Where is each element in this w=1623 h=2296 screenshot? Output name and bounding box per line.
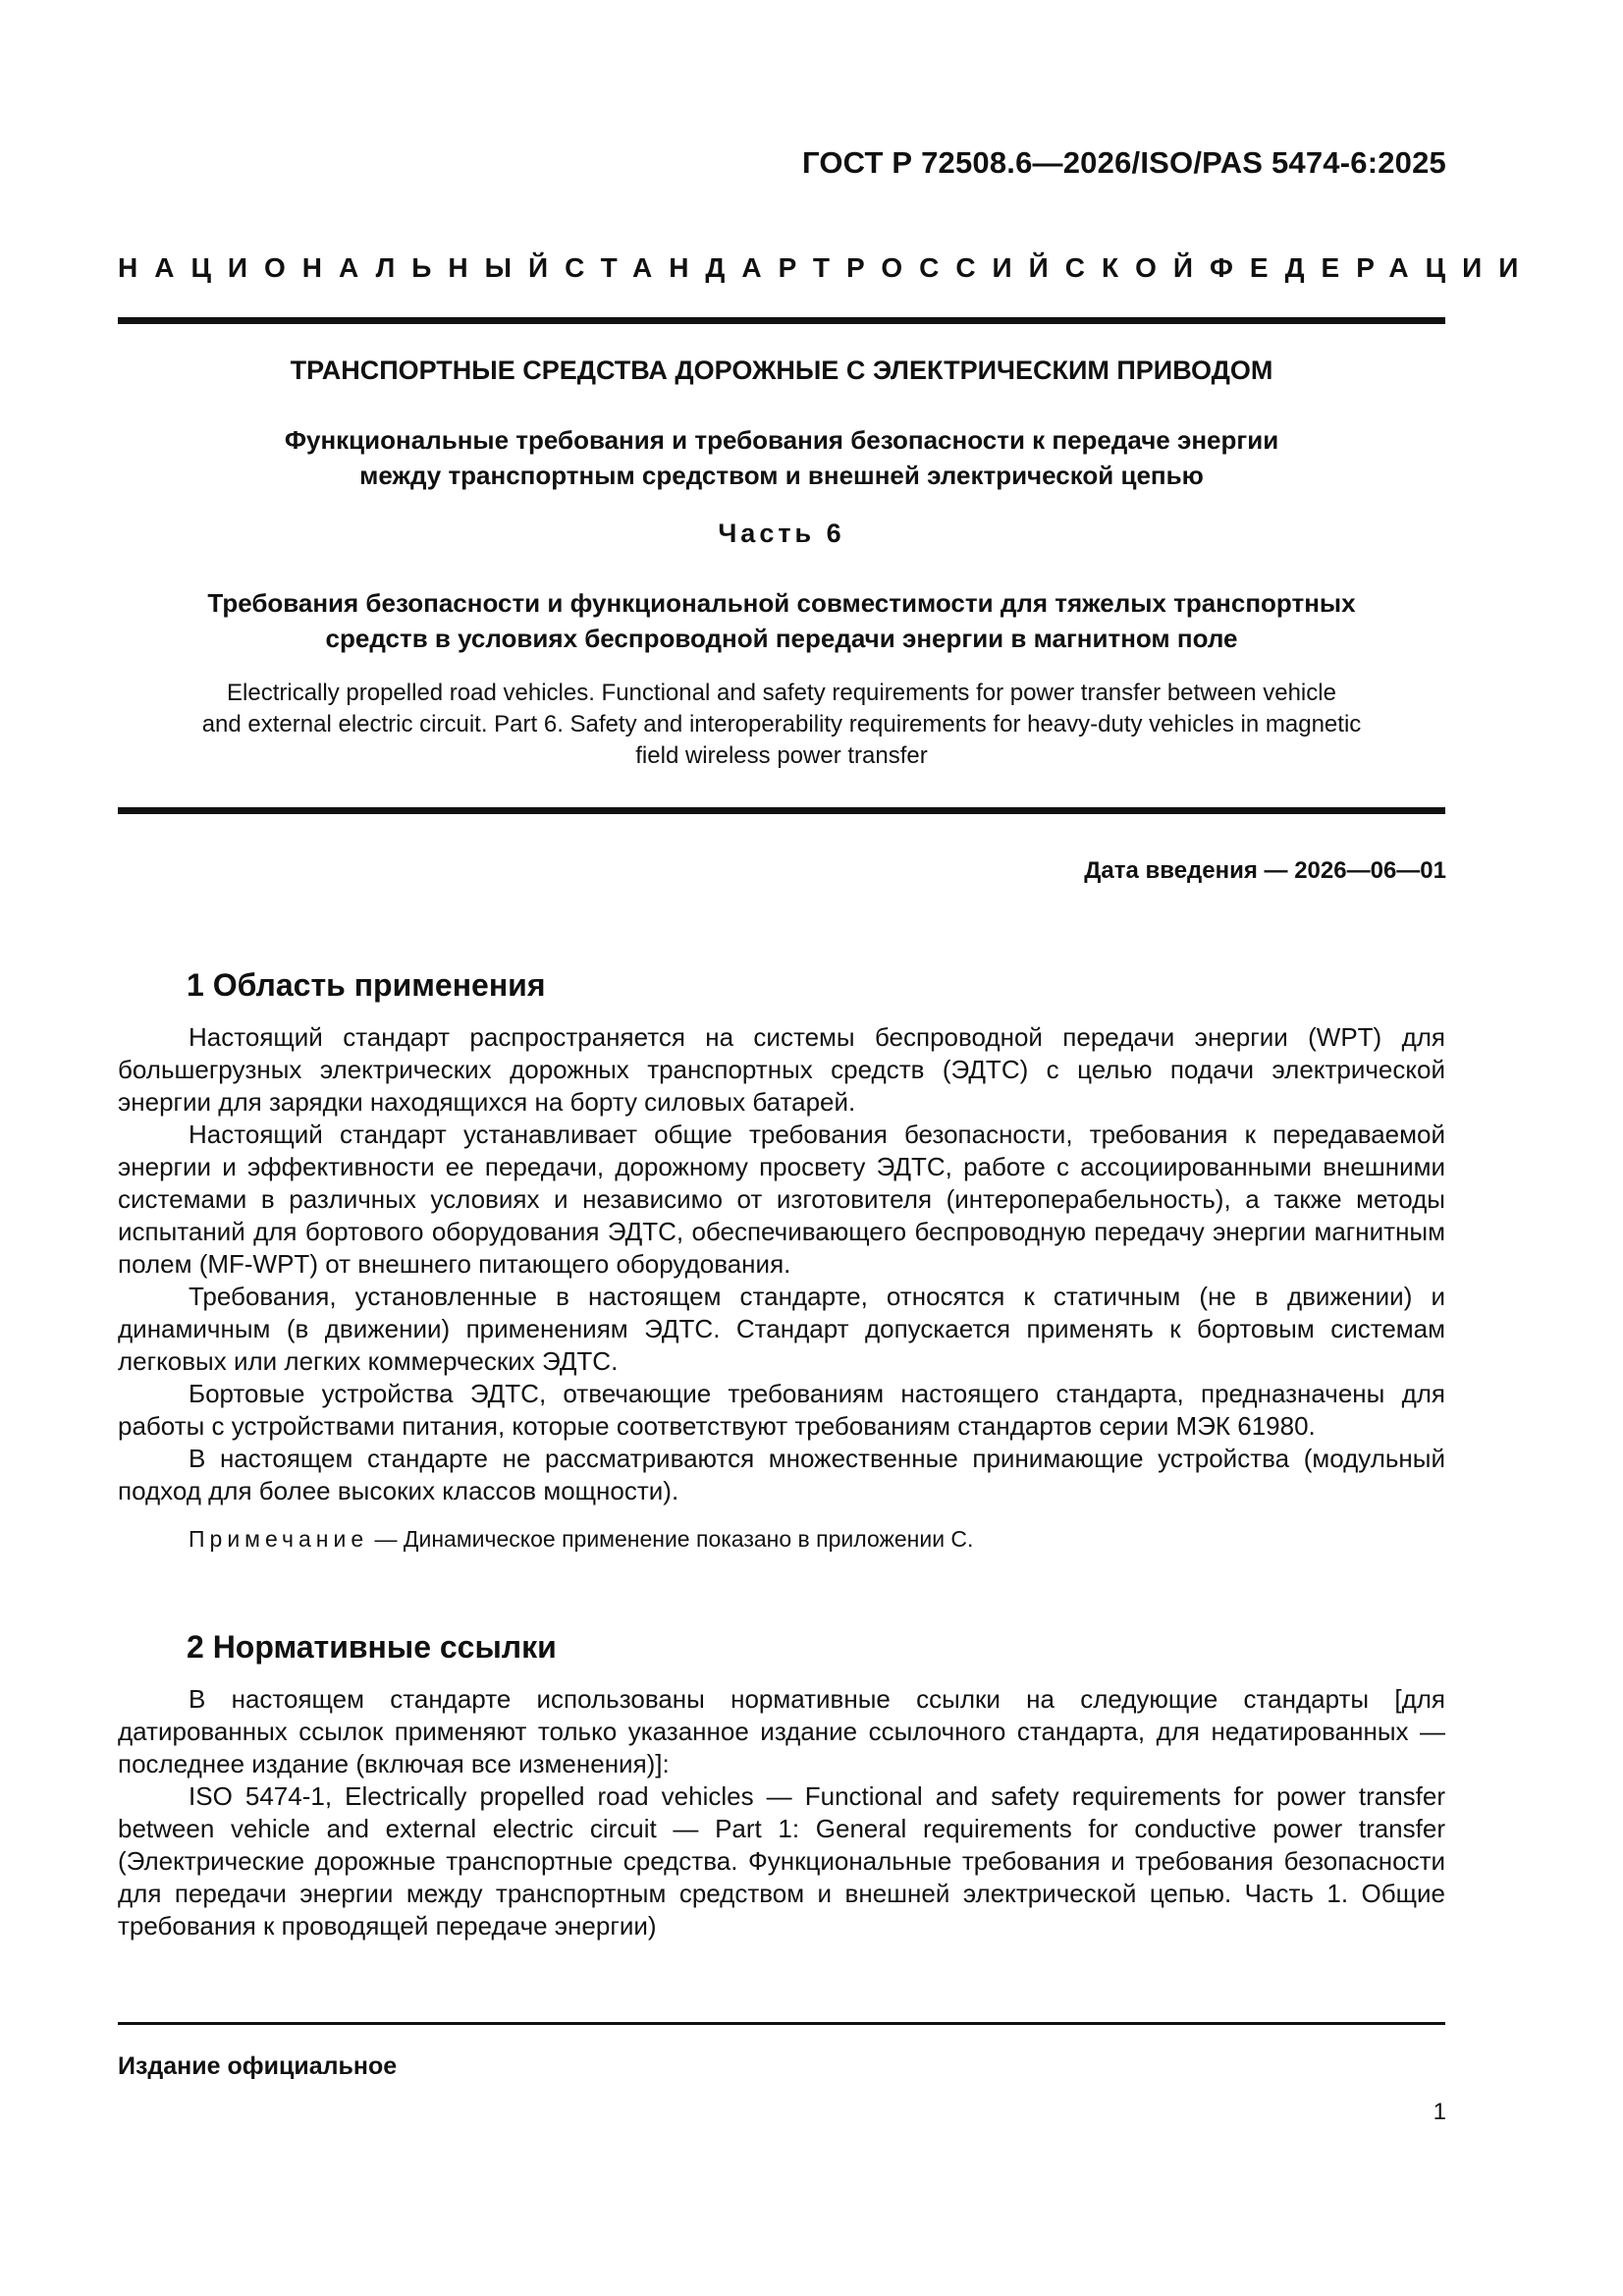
section-2-heading: 2 Нормативные ссылки bbox=[187, 1629, 557, 1665]
section-1-paragraph: Бортовые устройства ЭДТС, отвечающие требованиям настоящего стандарта, предназначены для работы с устройствами питания, которые соответствуют требованиям стандартов серии МЭК 61980. bbox=[118, 1379, 1445, 1441]
section-2-body bbox=[118, 1683, 1445, 1942]
section-1-note bbox=[118, 1523, 1445, 1556]
section-2-paragraph: В настоящем стандарте использованы нормативные ссылки на следующие стандарты [для датированных ссылок применяют только указанное издание ссылочного стандарта, для недатированных — последнее издание (включая все изменения)]: bbox=[118, 1684, 1445, 1778]
footer-rule bbox=[118, 2022, 1445, 2025]
section-1-paragraph: Настоящий стандарт распространяется на системы беспроводной передачи энергии (WPT) для большегрузных электрических дорожных транспортных средств (ЭДТС) с целью подачи электрической энергии для зарядки находящихся на борту силовых батарей. bbox=[118, 1022, 1445, 1117]
banner-word-2: СТАНДАРТ bbox=[565, 252, 847, 283]
page-number: 1 bbox=[1433, 2099, 1446, 2125]
note-label: Примечание bbox=[189, 1526, 369, 1552]
note-text: — Динамическое применение показано в приложении С. bbox=[368, 1526, 974, 1552]
document-title: ТРАНСПОРТНЫЕ СРЕДСТВА ДОРОЖНЫЕ С ЭЛЕКТРИЧЕСКИМ ПРИВОДОМ bbox=[290, 355, 1273, 385]
edition-label: Издание официальное bbox=[118, 2052, 398, 2080]
section-1-body bbox=[118, 1021, 1445, 1556]
subtitle-line-2: между транспортным средством и внешней электрической цепью bbox=[359, 461, 1204, 490]
section-2-paragraph: ISO 5474-1, Electrically propelled road vehicles — Functional and safety requirements for power transfer between vehicle and external electric circuit — Part 1: General requirements for conductive power transfer (Электрические дорожные транспортные средства. Функциональные требования и требования безопасности для передачи энергии между транспортным средством и внешней электрической цепью. Часть 1. Общие требования к проводящей передаче энергии) bbox=[118, 1781, 1445, 1941]
section-1-paragraph: В настоящем стандарте не рассматриваются множественные принимающие устройства (модульный подход для более высоких классов мощности). bbox=[118, 1444, 1445, 1505]
english-title-line-3: field wireless power transfer bbox=[635, 742, 928, 769]
title-bottom-rule bbox=[118, 807, 1445, 814]
section-1-paragraph: Настоящий стандарт устанавливает общие требования безопасности, требования к передаваемой энергии и эффективности ее передачи, дорожному просвету ЭДТС, работе с ассоциированными внешними системами в различных условиях и независимо от изготовителя (интероперабельность), а также методы испытаний для бортового оборудования ЭДТС, обеспечивающего беспроводную передачу энергии магнитным полем (MF-WPT) от внешнего питающего оборудования. bbox=[118, 1120, 1445, 1279]
top-rule bbox=[118, 317, 1445, 324]
english-title-line-1: Electrically propelled road vehicles. Functional and safety requirements for power transfer between vehicle bbox=[227, 680, 1336, 706]
section-1-heading: 1 Область применения bbox=[187, 967, 546, 1003]
part-title bbox=[118, 585, 1445, 656]
section-1-paragraph: Требования, установленные в настоящем стандарте, относятся к статичным (не в движении) и динамичным (в движении) применениям ЭДТС. Стандарт допускается применять к бортовым системам легковых или легких коммерческих ЭДТС. bbox=[118, 1282, 1445, 1376]
banner-word-3: РОССИЙСКОЙ bbox=[846, 252, 1211, 283]
part-title-line-1: Требования безопасности и функциональной совместимости для тяжелых транспортных bbox=[207, 588, 1356, 618]
introduction-date: Дата введения — 2026—06—01 bbox=[1084, 857, 1446, 884]
national-standard-banner bbox=[118, 252, 1536, 284]
subtitle-line-1: Функциональные требования и требования безопасности к передаче энергии bbox=[284, 425, 1279, 455]
part-label: Часть 6 bbox=[718, 519, 845, 548]
document-subtitle bbox=[118, 422, 1445, 493]
banner-word-1: НАЦИОНАЛЬНЫЙ bbox=[118, 252, 566, 283]
english-title bbox=[147, 678, 1416, 772]
english-title-line-2: and external electric circuit. Part 6. Safety and interoperability requirements for heavy-duty vehicles in magnetic bbox=[201, 711, 1362, 738]
standard-code: ГОСТ Р 72508.6—2026/ISO/PAS 5474-6:2025 bbox=[801, 145, 1446, 180]
part-title-line-2: средств в условиях беспроводной передачи энергии в магнитном поле bbox=[325, 624, 1238, 653]
banner-word-4: ФЕДЕРАЦИИ bbox=[1210, 252, 1536, 283]
